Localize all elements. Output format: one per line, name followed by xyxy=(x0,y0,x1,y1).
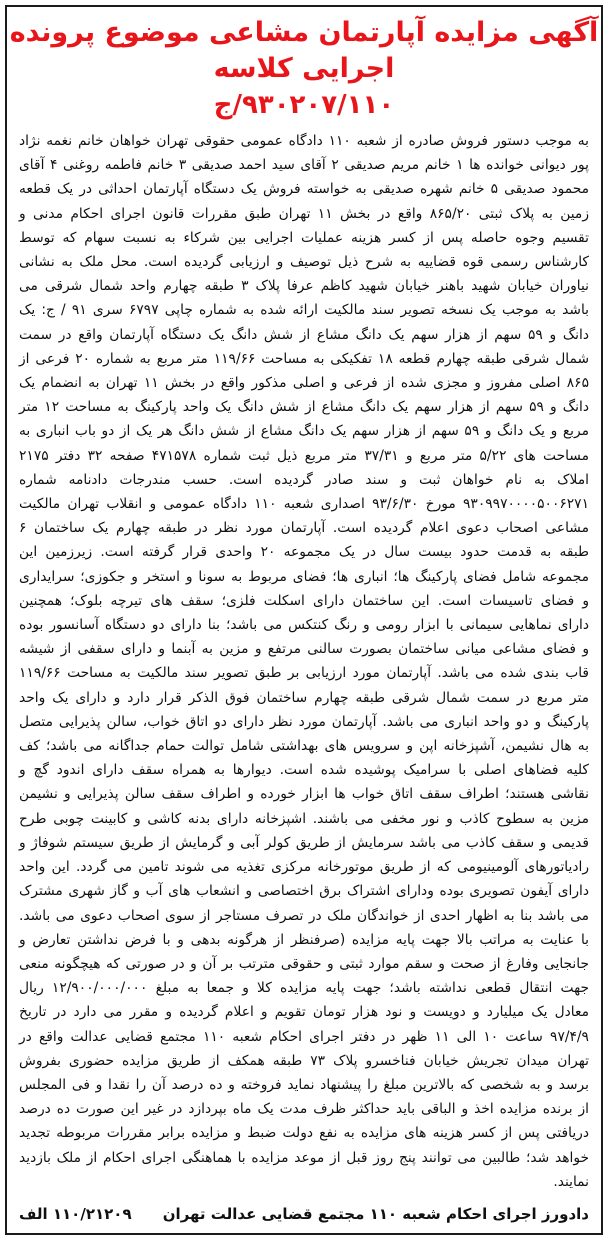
notice-frame xyxy=(5,5,603,1235)
reference-number: ۱۱۰/۲۱۲۰۹ الف xyxy=(19,1205,132,1223)
signature: دادورز اجرای احکام شعبه ۱۱۰ مجتمع قضایی عدالت تهران xyxy=(162,1205,589,1223)
notice-body: به موجب دستور فروش صادره از شعبه ۱۱۰ دادگاه عمومی حقوقی تهران خواهان خانم نغمه نژاد پور دیوانی خوانده ها ۱ خانم مریم صدیقی ۲ آقای سید احمد صدیقی ۳ خانم فاطمه روغنی ۴ آقای محمود صدیقی ۵ خانم شهره صدیقی به خواسته فروش یک دستگاه آپارتمان احداثی در یک قطعه زمین به پلاک ثبتی ۸۶۵/۲۰ واقع در بخش ۱۱ تهران طبق مقررات قانون اجرای احکام مدنی و تقسیم وجوه حاصله پس از کسر هزینه عملیات اجرایی بین شرکاء به نسبت سهام که توسط کارشناس رسمی قوه قضاییه به شرح ذیل توصیف و ارزیابی گردیده است. محل ملک به نشانی نیاوران خیابان شهید باهنر خیابان شهید کاظم عرفا پلاک ۳ طبقه چهارم واحد شمال شرقی می باشد به موجب یک نسخه تصویر سند مالکیت ارائه شده به شماره چاپی ۶۷۹۷ سری ۹۱ / ج: یک دانگ و ۵۹ سهم از هزار سهم یک دانگ مشاع از شش دانگ یک دستگاه آپارتمان واقع در سمت شمال شرقی طبقه چهارم قطعه ۱۸ تفکیکی به مساحت ۱۱۹/۶۶ متر مربع به شماره ۲۰ فرعی از ۸۶۵ اصلی مفروز و مجزی شده از فرعی و اصلی مذکور واقع در بخش ۱۱ تهران به انضمام یک دانگ و ۵۹ سهم از هزار سهم یک دانگ مشاع از شش دانگ یک واحد پارکینگ به مساحت ۱۲ متر مربع و یک دانگ و ۵۹ سهم از هزار سهم یک دانگ مشاع از شش دانگ هر یک از دو باب انباری به مساحت های ۵/۲۲ متر مربع و ۳۷/۳۱ متر مربع ذیل ثبت شماره ۴۷۱۵۷۸ صفحه ۳۲ دفتر ۲۱۷۵ املاک به نام خواهان ثبت و سند صادر گردیده است. حسب مندرجات دادنامه شماره ۹۳۰۹۹۷۰۰۰۰۵۰۰۶۲۷۱ مورخ ۹۳/۶/۳۰ اصداری شعبه ۱۱۰ دادگاه عمومی و انقلاب تهران مالکیت مشاعی اصحاب دعوی اعلام گردیده است. آپارتمان مورد نظر در طبقه چهارم یک ساختمان ۶ طبقه به قدمت حدود بیست سال در یک مجموعه ۲۰ واحدی قرار گرفته است. زیرزمین این مجموعه شامل فضای پارکینگ ها؛ انباری ها؛ فضای مربوط به سونا و استخر و جکوزی؛ سرایداری و فضای تاسیسات است. این ساختمان دارای اسکلت فلزی؛ سقف های تیرچه بلوک؛ همچنین دارای نماهایی سیمانی با ابزار رومی و رنگ کنتکس می باشد؛ بنا دارای دو دستگاه آسانسور بوده و فضای مشاعی میانی ساختمان بصورت سالنی مرتفع و مزین به آبنما و دارای سقفی از شیشه قاب بندی شده می باشد. آپارتمان مورد ارزیابی بر طبق تصویر سند مالکیت به مساحت ۱۱۹/۶۶ متر مربع در سمت شمال شرقی طبقه چهارم ساختمان فوق الذکر قرار دارد و دارای یک واحد پارکینگ و دو واحد انباری می باشد. آپارتمان مورد نظر دارای دو اتاق خواب، سالن پذیرایی متصل به هال نشیمن، آشپزخانه اپن و سرویس های بهداشتی شامل توالت حمام جداگانه می باشد؛ کف کلیه فضاهای اصلی با سرامیک پوشیده شده است. دیوارها به همراه سقف دارای اندود گچ و نقاشی هستند؛ اطراف سقف اتاق خواب ها ابزار خورده و اطراف سقف سالن پذیرایی و نشیمن مزین به سطوح کاذب و نور مخفی می باشند. اشپزخانه دارای بدنه کاشی و کابینت چوبی طرح قدیمی و سقف کاذب می باشد سرمایش از طریق کولر آبی و گرمایش از طریق سیستم شوفاژ و رادیاتورهای آلومینیومی که از طریق موتورخانه مرکزی تغذیه می شوند تامین می گردد. این واحد دارای آیفون تصویری بوده ودارای اشتراک برق اختصاصی و انشعاب های آب و گاز شهری مشترک می باشد بنا به اظهار احدی از خواندگان ملک در تصرف مستاجر از سوی اصحاب دعوی می باشد. با عنایت به مراتب بالا جهت پایه مزایده (صرفنظر از هرگونه بدهی و با فرض نداشتن تعارض و جانجایی وفارغ از صحت و سقم موارد ثبتی و حقوقی مترتب بر آن و در صورتی که هیچگونه منعی جهت انتقال قطعی نداشته باشد؛ جهت پایه مزایده کلا و جمعا به مبلغ ۱۲/۹۰۰/۰۰۰/۰۰۰ ریال معادل یک میلیارد و دویست و نود هزار تومان تقویم و اعلام گردیده و مقرر می دارد در تاریخ ۹۷/۴/۹ ساعت ۱۰ الی ۱۱ ظهر در دفتر اجرای احکام شعبه ۱۱۰ مجتمع قضایی عدالت واقع در تهران میدان تجریش خیابان فناخسرو پلاک ۷۳ طبقه همکف از طریق مزایده حضوری بفروش برسد و به شخصی که بالاترین مبلغ را پیشنهاد نماید فروخته و ده درصد آن را نقدا و فی المجلس از برنده مزایده اخذ و الباقی باید حداکثر ظرف مدت یک ماه بپردازد در غیر این صورت ده درصد دریافتی پس از کسر هزینه های مزایده به نفع دولت ضبط و مزایده برابر مقررات مربوطه تجدید خواهد شد؛ طالبین می توانند پنج روز قبل از موعد مزایده با هماهنگی اجرای احکام از ملک بازدید نمایند. xyxy=(19,133,590,1190)
case-number: ۹۳۰۲۰۷/۱۱۰/ج xyxy=(213,90,395,120)
notice-header xyxy=(7,7,601,123)
notice-title: آگهی مزایده آپارتمان مشاعی موضوع پرونده اجرایی کلاسه xyxy=(9,17,599,84)
notice-footer xyxy=(19,1205,589,1223)
